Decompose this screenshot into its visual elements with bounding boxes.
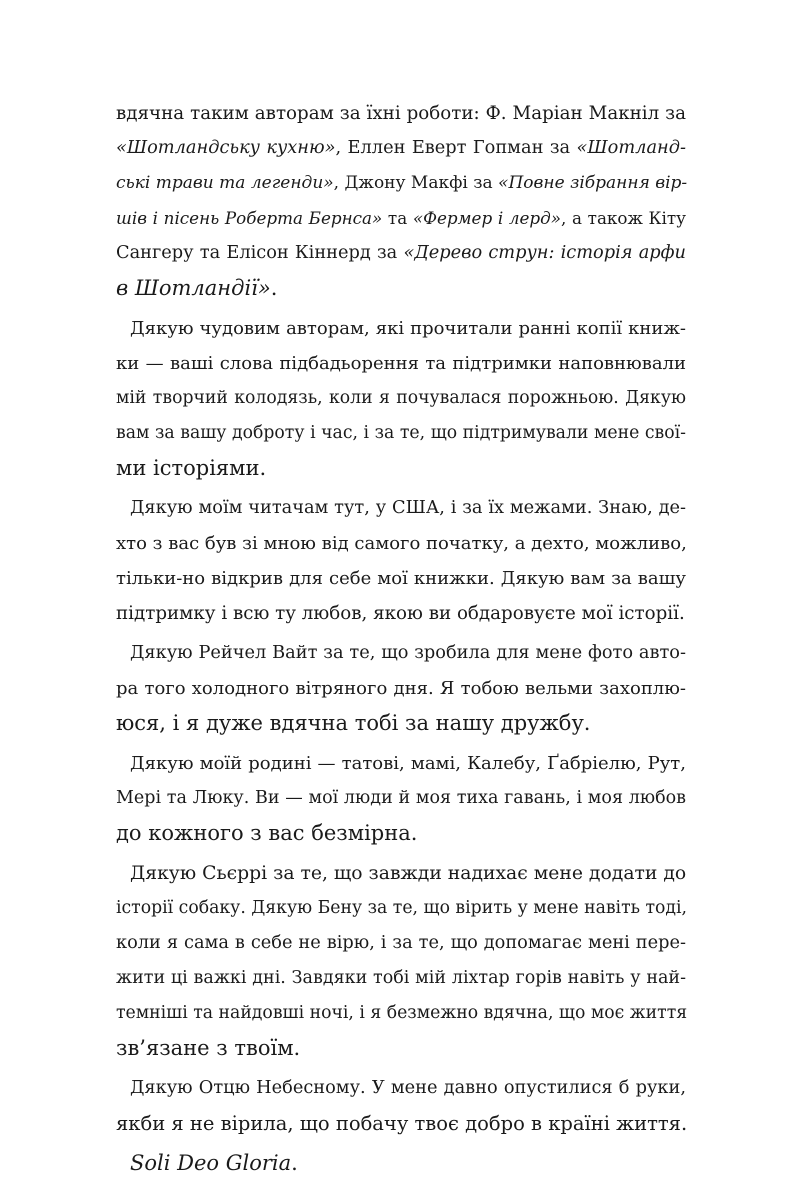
paragraph bbox=[116, 746, 686, 851]
text-run: зв’язане з твоїм. bbox=[116, 1036, 301, 1060]
paragraph bbox=[116, 856, 686, 1066]
italic-text: «Фермер і лерд» bbox=[412, 208, 562, 228]
paragraph bbox=[116, 1146, 686, 1181]
text-run: мій творчий колодязь, коли я почувалася порожньою. Дякую bbox=[116, 388, 686, 408]
text-line bbox=[116, 671, 686, 706]
text-run: якби я не вірила, що побачу твоє добро в країні життя. bbox=[116, 1112, 688, 1135]
italic-text: «Повне зібрання вір- bbox=[498, 173, 688, 193]
italic-text: «Шотландську кухню» bbox=[116, 138, 336, 158]
paragraph bbox=[116, 96, 686, 306]
italic-text: Soli Deo Gloria bbox=[130, 1151, 292, 1175]
text-line bbox=[116, 1146, 686, 1181]
text-run: Дякую Сьєррі за те, що завжди надихає мене додати до bbox=[130, 863, 687, 884]
paragraph bbox=[116, 311, 686, 486]
text-line bbox=[116, 346, 686, 381]
text-run: коли я сама в себе не вірю, і за те, що допомагає мені пере- bbox=[116, 933, 686, 953]
text-line bbox=[116, 416, 686, 451]
text-run: Сангеру та Елісон Кіннерд за bbox=[116, 243, 404, 263]
text-run: , Еллен Еверт Гопман за bbox=[335, 138, 577, 158]
paragraph bbox=[116, 1071, 686, 1141]
text-line bbox=[116, 891, 686, 926]
paragraph bbox=[116, 636, 686, 741]
text-line bbox=[116, 596, 686, 631]
text-line bbox=[116, 1106, 686, 1141]
text-line bbox=[116, 856, 686, 891]
italic-text: «Дерево струн: історія арфи bbox=[403, 243, 686, 263]
text-line bbox=[116, 381, 686, 416]
italic-text: в Шотландії» bbox=[116, 276, 271, 300]
text-line bbox=[116, 166, 686, 201]
page-text bbox=[116, 96, 686, 1181]
text-run: юся, і я дуже вдячна тобі за нашу дружбу. bbox=[116, 711, 591, 735]
text-line bbox=[116, 1031, 686, 1066]
text-run: , Джону Макфі за bbox=[333, 173, 499, 193]
text-run: , а також Кіту bbox=[561, 208, 686, 228]
text-line bbox=[116, 781, 686, 816]
italic-text: шів і пісень Роберта Бернса» bbox=[116, 208, 383, 228]
text-run: та bbox=[382, 208, 413, 228]
text-run: темніші та найдовші ночі, і я безмежно вдячна, що моє життя bbox=[116, 1003, 688, 1023]
text-run: Дякую Отцю Небесному. У мене давно опустилися б руки, bbox=[130, 1078, 686, 1098]
text-line bbox=[116, 1071, 686, 1106]
text-line bbox=[116, 706, 686, 741]
text-line bbox=[116, 236, 686, 271]
text-run: Дякую чудовим авторам, які прочитали ранні копії книж- bbox=[130, 318, 686, 339]
text-line bbox=[116, 961, 686, 996]
italic-text: ські трави та легенди» bbox=[116, 173, 334, 193]
text-line bbox=[116, 561, 686, 596]
text-line bbox=[116, 816, 686, 851]
text-line bbox=[116, 131, 686, 166]
text-line bbox=[116, 96, 686, 131]
italic-text: «Шотланд- bbox=[576, 138, 686, 158]
paragraph bbox=[116, 491, 686, 631]
text-run: тільки-но відкрив для себе мої книжки. Дякую вам за вашу bbox=[116, 568, 686, 589]
text-line bbox=[116, 926, 686, 961]
text-run: до кожного з вас безмірна. bbox=[116, 821, 418, 845]
text-run: хто з вас був зі мною від самого початку, а дехто, можливо, bbox=[116, 533, 687, 554]
text-run: . bbox=[270, 276, 278, 300]
text-run: Мері та Люку. Ви — мої люди й моя тиха гавань, і моя любов bbox=[116, 788, 686, 808]
text-run: . bbox=[291, 1151, 298, 1175]
text-run: Дякую моїм читачам тут, у США, і за їх межами. Знаю, де- bbox=[130, 498, 686, 518]
text-line bbox=[116, 526, 686, 561]
text-line bbox=[116, 201, 686, 236]
text-run: вам за вашу доброту і час, і за те, що підтримували мене свої- bbox=[116, 423, 686, 443]
text-run: вдячна таким авторам за їхні роботи: Ф. Маріан Макніл за bbox=[116, 103, 686, 124]
text-run: ра того холодного вітряного дня. Я тобою вельми захоплю- bbox=[116, 678, 686, 699]
text-line bbox=[116, 636, 686, 671]
text-line bbox=[116, 996, 686, 1031]
text-line bbox=[116, 271, 686, 306]
text-run: Дякую Рейчел Вайт за те, що зробила для мене фото авто- bbox=[130, 643, 686, 663]
text-run: підтримку і всю ту любов, якою ви обдаровуєте мої історії. bbox=[116, 603, 685, 624]
text-run: ми історіями. bbox=[116, 456, 267, 480]
text-run: ки — ваші слова підбадьорення та підтримки наповнювали bbox=[116, 353, 686, 374]
text-run: історії собаку. Дякую Бену за те, що вірить у мене навіть тоді, bbox=[116, 898, 688, 918]
text-line bbox=[116, 491, 686, 526]
text-line bbox=[116, 311, 686, 346]
text-line bbox=[116, 746, 686, 781]
text-run: жити ці важкі дні. Завдяки тобі мій ліхтар горів навіть у най- bbox=[116, 968, 686, 988]
text-line bbox=[116, 451, 686, 486]
text-run: Дякую моїй родині — татові, мамі, Калебу, Ґабріелю, Рут, bbox=[130, 753, 686, 774]
